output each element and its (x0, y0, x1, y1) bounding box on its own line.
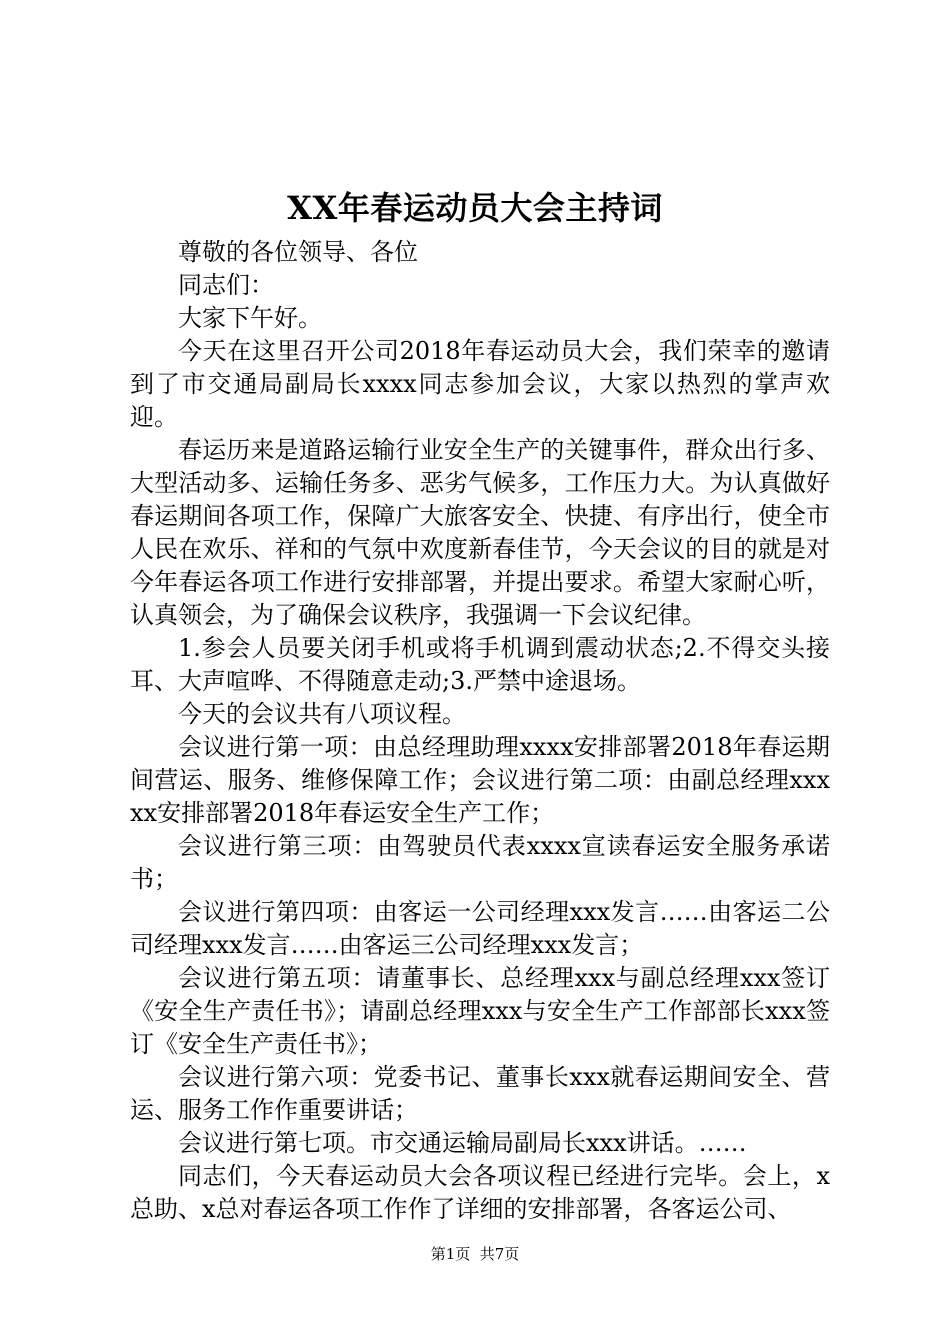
paragraph-agenda-item-7: 会议进行第七项。市交通运输局副局长xxx讲话。…… (178, 1129, 747, 1157)
paragraph-background: 春运历来是道路运输行业安全生产的关键事件，群众出行多、大型活动多、运输任务多、恶劣气候多，工作压力大。为认真做好春运期间各项工作，保障广大旅客安全、快捷、有序出行，使全市人民在欢乐、祥和的气氛中欢度新春佳节，今天会议的目的就是对今年春运各项工作进行安排部署，并提出要求。希望大家耐心听，认真领会，为了确保会议秩序，我强调一下会议纪律。 (130, 436, 830, 629)
paragraph-greeting: 大家下午好。 (178, 304, 322, 332)
paragraph-salutation-comrades: 同志们： (178, 271, 274, 299)
document-title: XX年春运动员大会主持词 (287, 189, 663, 227)
paragraph-agenda-item-5: 会议进行第五项：请董事长、总经理xxx与副总经理xxx签订《安全生产责任书》；请副总经理xxx与安全生产工作部部长xxx签订《安全生产责任书》； (130, 964, 830, 1058)
paragraph-agenda-item-3: 会议进行第三项：由驾驶员代表xxxx宣读春运安全服务承诺书； (130, 832, 830, 893)
paragraph-discipline: 1.参会人员要关闭手机或将手机调到震动状态;2.不得交头接耳、大声喧哗、不得随意走动;3.严禁中途退场。 (130, 634, 830, 695)
paragraph-opening: 今天在这里召开公司2018年春运动员大会，我们荣幸的邀请到了市交通局副局长xxxx同志参加会议，大家以热烈的掌声欢迎。 (130, 337, 830, 431)
paragraph-agenda-item-6: 会议进行第六项：党委书记、董事长xxx就春运期间安全、营运、服务工作作重要讲话； (130, 1063, 830, 1124)
paragraph-closing: 同志们，今天春运动员大会各项议程已经进行完毕。会上，x总助、x总对春运各项工作作了详细的安排部署，各客运公司、 (130, 1162, 830, 1223)
paragraph-salutation: 尊敬的各位领导、各位 (178, 238, 418, 266)
document-body (130, 236, 830, 1226)
page-footer: 第1页 共7页 (430, 1245, 520, 1263)
paragraph-agenda-intro: 今天的会议共有八项议程。 (178, 700, 466, 728)
paragraph-agenda-item-4: 会议进行第四项：由客运一公司经理xxx发言……由客运二公司经理xxx发言……由客运三公司经理xxx发言； (130, 898, 830, 959)
paragraph-agenda-item-1-2: 会议进行第一项：由总经理助理xxxx安排部署2018年春运期间营运、服务、维修保障工作；会议进行第二项：由副总经理xxxxx安排部署2018年春运安全生产工作； (130, 733, 830, 827)
